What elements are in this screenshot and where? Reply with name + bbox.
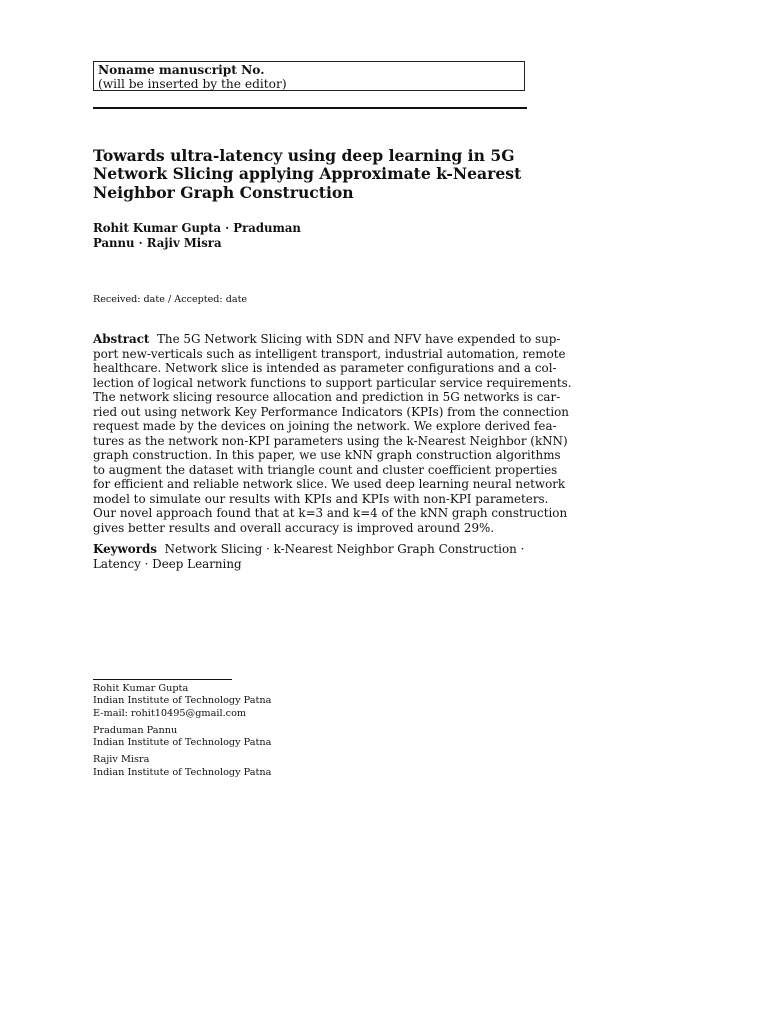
affiliation-email: E-mail: rohit10495@gmail.com <box>93 707 247 719</box>
received-date: Received: date / Accepted: date <box>93 294 248 305</box>
keywords-line: Latency · Deep Learning <box>93 556 242 571</box>
abstract-line: to augment the dataset with triangle count and cluster coefficient properties <box>93 462 558 477</box>
author-affiliations <box>93 683 393 784</box>
abstract-line: tures as the network non-KPI parameters using the k-Nearest Neighbor (kNN) <box>93 433 568 448</box>
manuscript-box <box>93 61 525 91</box>
abstract-line: port new-verticals such as intelligent transport, industrial automation, remote <box>93 346 566 361</box>
abstract-heading: Abstract <box>93 332 150 346</box>
author-line: Pannu · Rajiv Misra <box>93 236 222 250</box>
abstract-line: graph construction. In this paper, we use kNN graph construction algorithms <box>93 448 561 462</box>
affiliation-institution: Indian Institute of Technology Patna <box>93 695 272 707</box>
affiliation-institution: Indian Institute of Technology Patna <box>93 737 272 749</box>
title-line: Network Slicing applying Approximate k-Nearest <box>93 164 522 184</box>
affiliation-block <box>93 725 393 750</box>
affiliation-name: Rajiv Misra <box>93 754 150 766</box>
title-line: Towards ultra-latency using deep learning in 5G <box>93 146 515 165</box>
abstract-line: Our novel approach found that at k=3 and k=4 of the kNN graph construction <box>93 506 568 520</box>
abstract-first-line: The 5G Network Slicing with SDN and NFV have expended to sup- <box>157 332 561 346</box>
abstract <box>93 332 572 535</box>
abstract-line: gives better results and overall accuracy is improved around 29%. <box>93 520 495 535</box>
affiliation-name: Praduman Pannu <box>93 724 178 736</box>
affiliation-block <box>93 683 393 720</box>
keywords-first-line: Network Slicing · k-Nearest Neighbor Graph Construction · <box>164 542 525 556</box>
author-list <box>93 221 393 251</box>
affiliation-block <box>93 754 393 779</box>
editor-note: (will be inserted by the editor) <box>98 77 287 91</box>
footnote-rule <box>93 679 232 680</box>
keywords-line <box>93 542 527 557</box>
abstract-line <box>93 332 561 347</box>
paper-title <box>93 147 533 202</box>
header-rule <box>93 107 527 109</box>
keywords <box>93 542 527 571</box>
keywords-heading: Keywords <box>93 542 157 556</box>
abstract-line: healthcare. Network slice is intended as parameter configurations and a col- <box>93 361 557 375</box>
abstract-line: for efficient and reliable network slice. We used deep learning neural network <box>93 477 566 491</box>
manuscript-number: Noname manuscript No. <box>98 63 265 77</box>
abstract-line: ried out using network Key Performance Indicators (KPIs) from the connection <box>93 404 569 419</box>
author-line: Rohit Kumar Gupta · Praduman <box>93 221 301 235</box>
abstract-line: The network slicing resource allocation and prediction in 5G networks is car- <box>93 390 561 404</box>
abstract-line: lection of logical network functions to support particular service requirements. <box>93 375 572 390</box>
abstract-line: request made by the devices on joining the network. We explore derived fea- <box>93 419 557 433</box>
affiliation-name: Rohit Kumar Gupta <box>93 683 189 694</box>
abstract-line: model to simulate our results with KPIs and KPIs with non-KPI parameters. <box>93 491 549 506</box>
affiliation-institution: Indian Institute of Technology Patna <box>93 766 272 778</box>
title-line: Neighbor Graph Construction <box>93 182 354 202</box>
